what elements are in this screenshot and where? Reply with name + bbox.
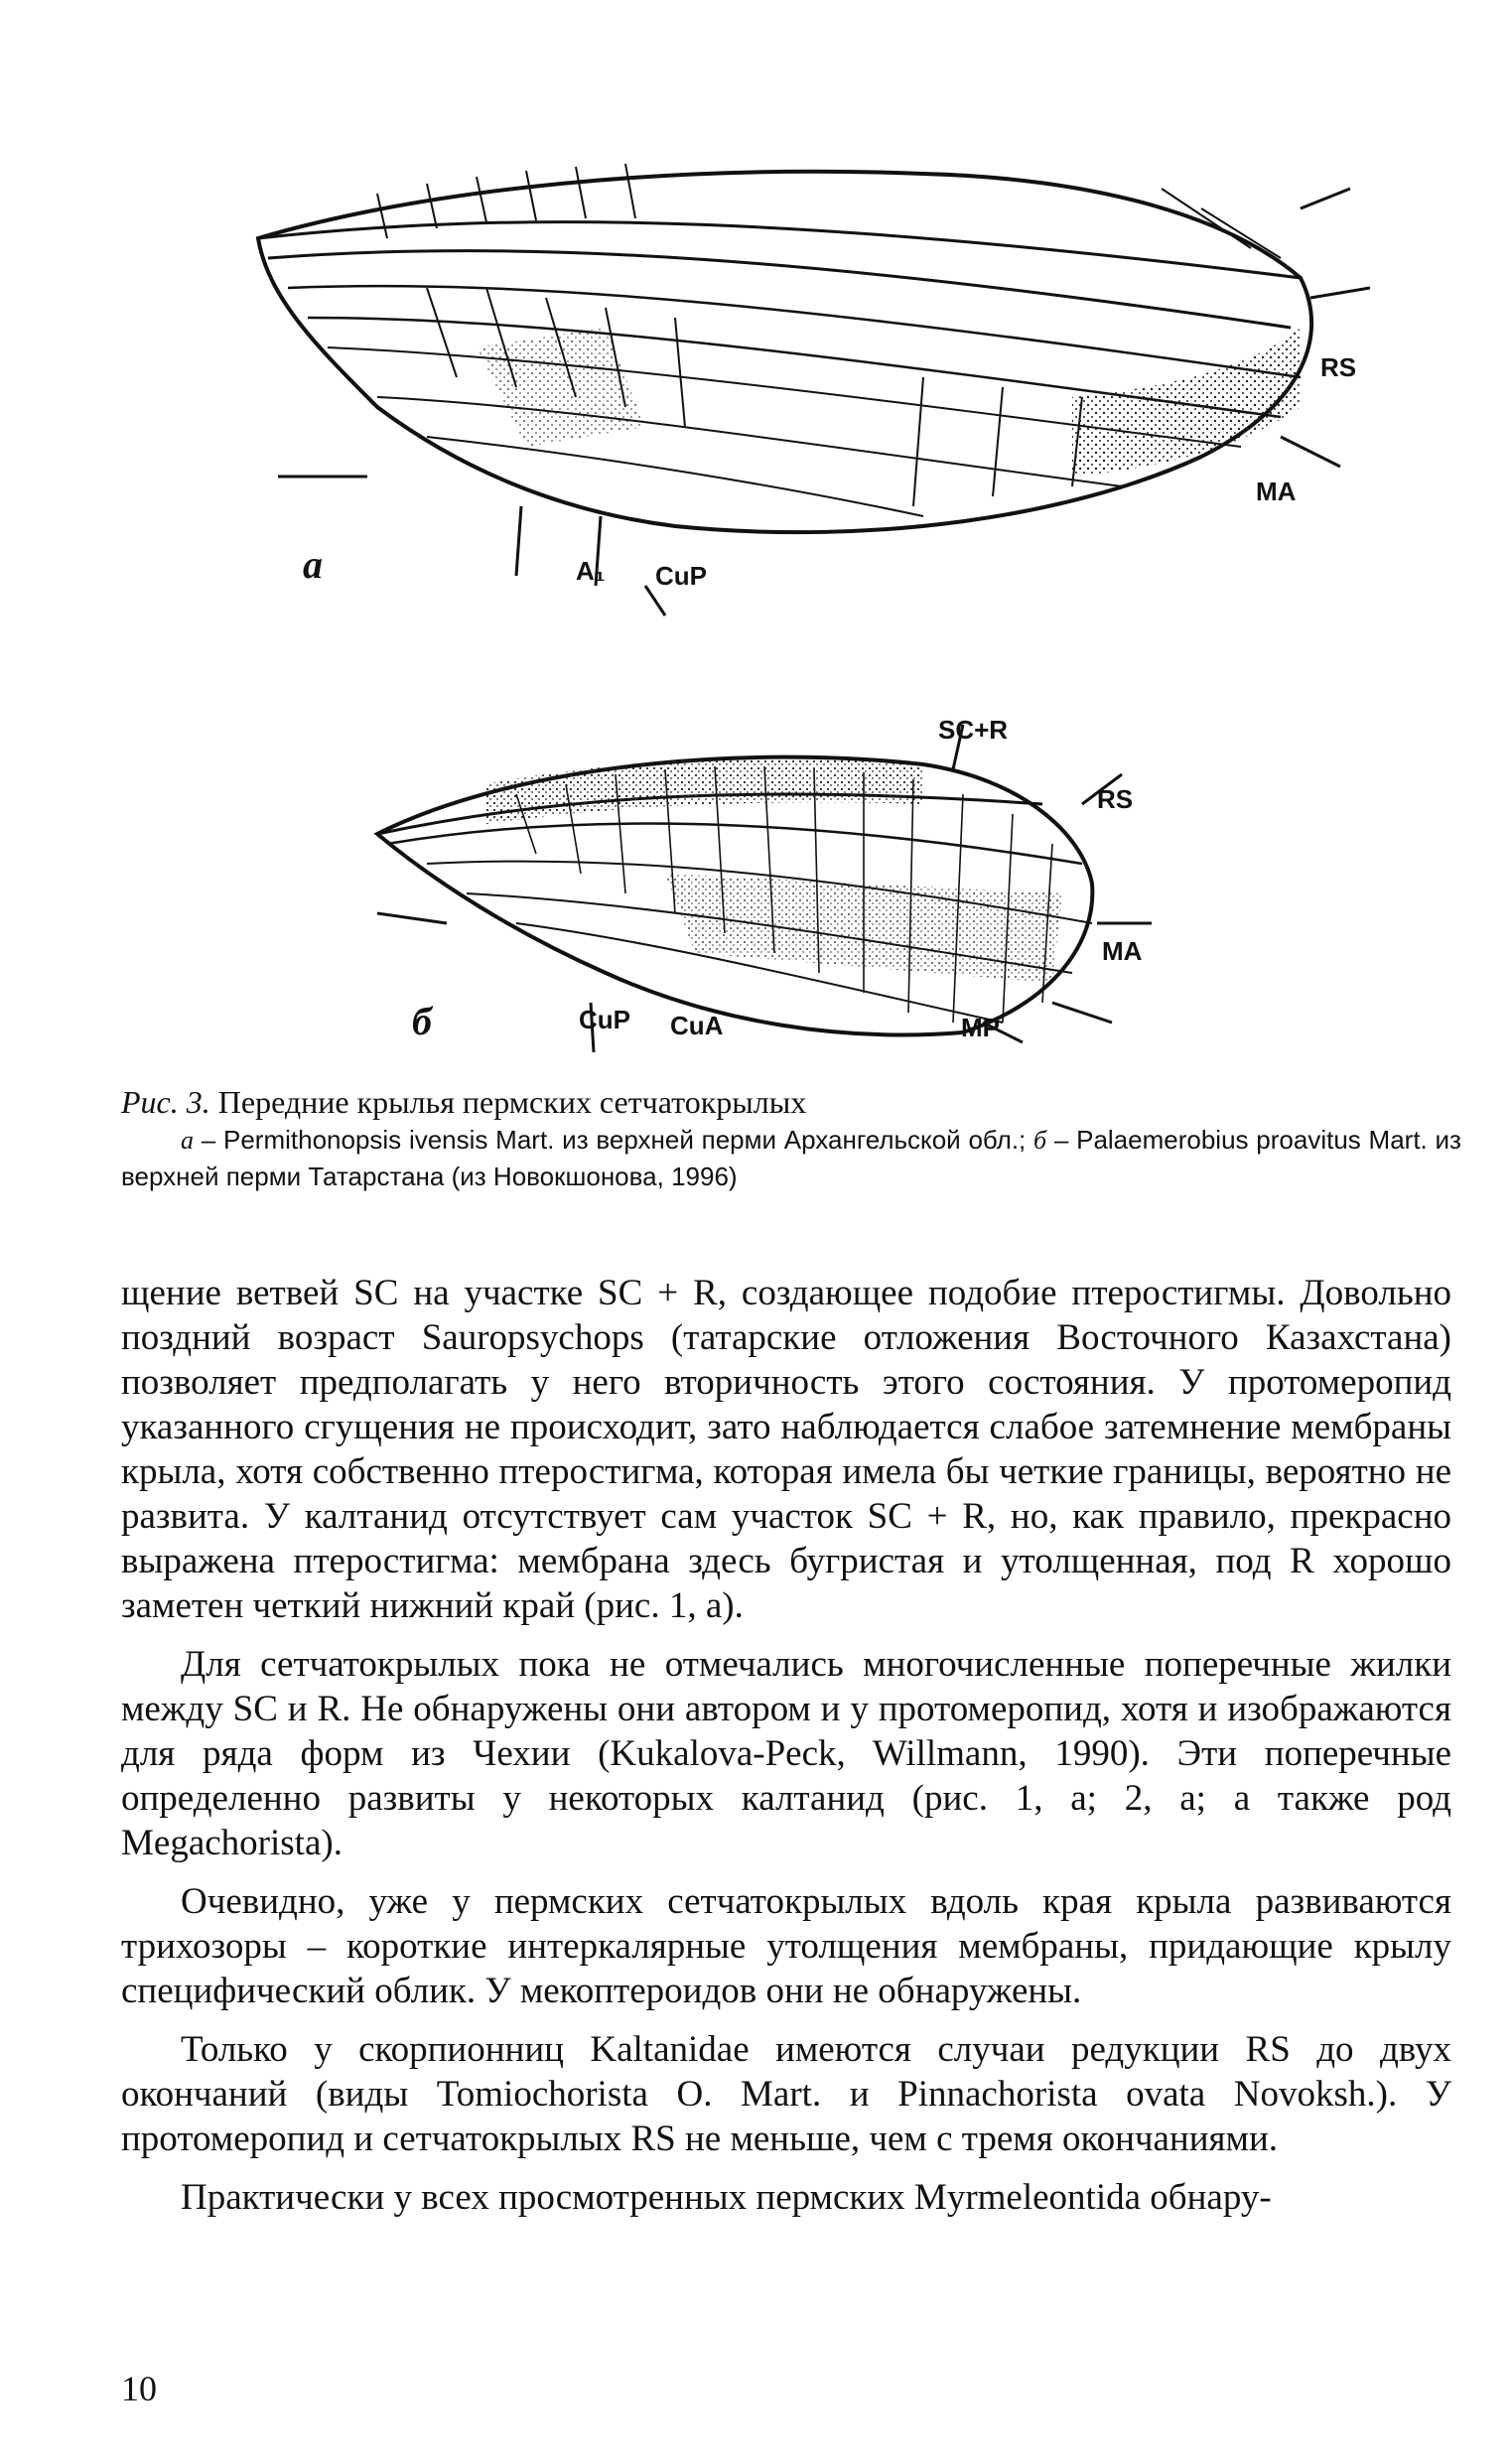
paragraph: Только у скорпионниц Kaltanidae имеются случаи редукции RS до двух окончаний (виды Tomiochorista O. Mart. и Pinnachorista ovata Novoksh.). У протомеропид и сетчатокрылых RS не меньше, чем с тремя окончаниями. xyxy=(121,2029,1451,2159)
panel-a-letter: а xyxy=(303,542,323,587)
panel-b-label-ma: MA xyxy=(1102,936,1143,966)
caption-a-letter: а xyxy=(181,1126,194,1155)
panel-b-label-rs: RS xyxy=(1097,784,1134,814)
panel-b-label-cup: CuP xyxy=(579,1005,630,1034)
paragraph: Очевидно, уже у пермских сетчатокрылых вдоль края крыла развиваются трихозоры – короткие интеркалярные утолщения мембраны, придающие крылу специфический облик. У мекоптероидов они не обнаружены. xyxy=(121,1881,1451,2011)
caption-a-text: – Permithonopsis ivensis Mart. из верхней перми Архангельской обл.; xyxy=(194,1125,1034,1155)
panel-a-label-ma: MA xyxy=(1256,477,1297,506)
figure-caption xyxy=(121,1082,1461,1194)
panel-a-label-cup: CuP xyxy=(655,561,707,591)
panel-b-letter: б xyxy=(412,999,432,1043)
caption-title: Передние крылья пермских сетчатокрылых xyxy=(217,1084,807,1120)
panel-a-label-a1: A₁ xyxy=(576,556,606,586)
caption-detail xyxy=(121,1122,1461,1194)
caption-b-letter: б xyxy=(1033,1126,1047,1155)
paragraph: щение ветвей SC на участке SC + R, создающее подобие птеростигмы. Довольно поздний возраст Sauropsychops (татарские отложения Восточного Казахстана) позволяет предполагать у него вторичность этого состояния. У протомеропид указанного сгущения не происходит, зато наблюдается слабое затемнение мембраны крыла, хотя собственно птеростигма, которая имела бы четкие границы, вероятно не развита. У калтанид отсутствует сам участок SC + R, но, как правило, прекрасно выражена птеростигма: мембрана здесь бугристая и утолщенная, под R хорошо заметен четкий нижний край (рис. 1, а). xyxy=(121,1273,1451,1626)
panel-b-label-scr: SC+R xyxy=(938,715,1009,745)
wing-a-drawing xyxy=(228,149,1370,625)
panel-a-label-rs: RS xyxy=(1320,352,1357,382)
caption-title-line xyxy=(121,1082,1461,1122)
panel-b-label-cua: CuA xyxy=(670,1011,724,1040)
wing-b-drawing xyxy=(367,725,1162,1052)
panel-b-label-mp: MP xyxy=(961,1013,1000,1042)
figure-3 xyxy=(0,0,1512,1082)
page-number: 10 xyxy=(121,2369,157,2408)
body-text xyxy=(121,1271,1451,2234)
caption-b-text: – Palaemerobius proavitus Mart. из верхней перми Татарстана (из Новокшонова, 1996) xyxy=(121,1125,1461,1191)
paragraph: Практически у всех просмотренных пермских Myrmeleontida обнару- xyxy=(181,2177,1272,2218)
paragraph: Для сетчатокрылых пока не отмечались многочисленные поперечные жилки между SC и R. Не обнаружены они автором и у протомеропид, хотя и изображаются для ряда форм из Чехии (Kukalova-Peck, Willmann, 1990). Эти поперечные определенно развиты у некоторых калтанид (рис. 1, а; 2, а; а также род Megachorista). xyxy=(121,1644,1451,1863)
caption-fig-label: Рис. 3. xyxy=(121,1084,210,1120)
